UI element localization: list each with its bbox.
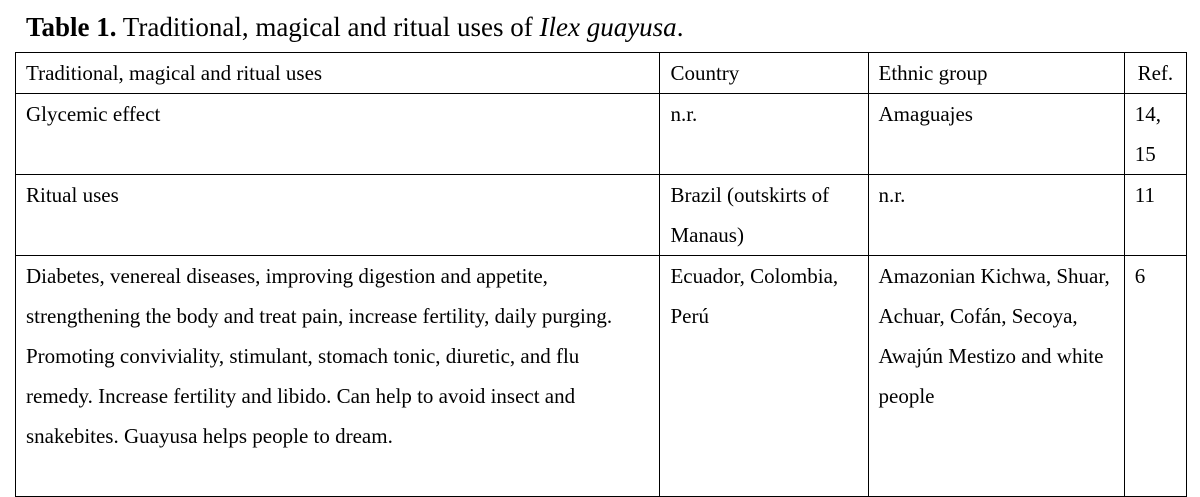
cell-ref: 14, 15	[1124, 94, 1186, 175]
cell-ethnic-group: Amazonian Kichwa, Shuar, Achuar, Cofán, Secoya, Awajún Mestizo and white people	[868, 256, 1124, 497]
cell-ref: 6	[1124, 256, 1186, 497]
header-uses: Traditional, magical and ritual uses	[16, 53, 660, 94]
cell-country: Ecuador, Colombia, Perú	[660, 256, 868, 497]
table-row	[16, 94, 1187, 175]
cell-ethnic-group: n.r.	[868, 175, 1124, 256]
caption-text: Traditional, magical and ritual uses of	[116, 12, 540, 42]
header-ref: Ref.	[1124, 53, 1186, 94]
table-row	[16, 256, 1187, 497]
cell-ethnic-group: Amaguajes	[868, 94, 1124, 175]
cell-use: Diabetes, venereal diseases, improving digestion and appetite, strengthening the body and treat pain, increase fertility, daily purging. Promoting conviviality, stimulant, stomach tonic, diuretic, and flu remedy. Increase fertility and libido. Can help to avoid insect and snakebites. Guayusa helps people to dream.	[16, 256, 660, 497]
table-caption	[26, 10, 683, 44]
cell-country: Brazil (outskirts of Manaus)	[660, 175, 868, 256]
caption-period: .	[676, 12, 684, 42]
cell-ref: 11	[1124, 175, 1186, 256]
header-ethnic-group: Ethnic group	[868, 53, 1124, 94]
table-row	[16, 175, 1187, 256]
header-country: Country	[660, 53, 868, 94]
cell-country: n.r.	[660, 94, 868, 175]
cell-use: Glycemic effect	[16, 94, 660, 175]
uses-table	[15, 52, 1187, 497]
table-label: Table 1.	[26, 12, 117, 42]
table-header-row	[16, 53, 1187, 94]
cell-use: Ritual uses	[16, 175, 660, 256]
species-name: Ilex guayusa	[539, 12, 677, 42]
